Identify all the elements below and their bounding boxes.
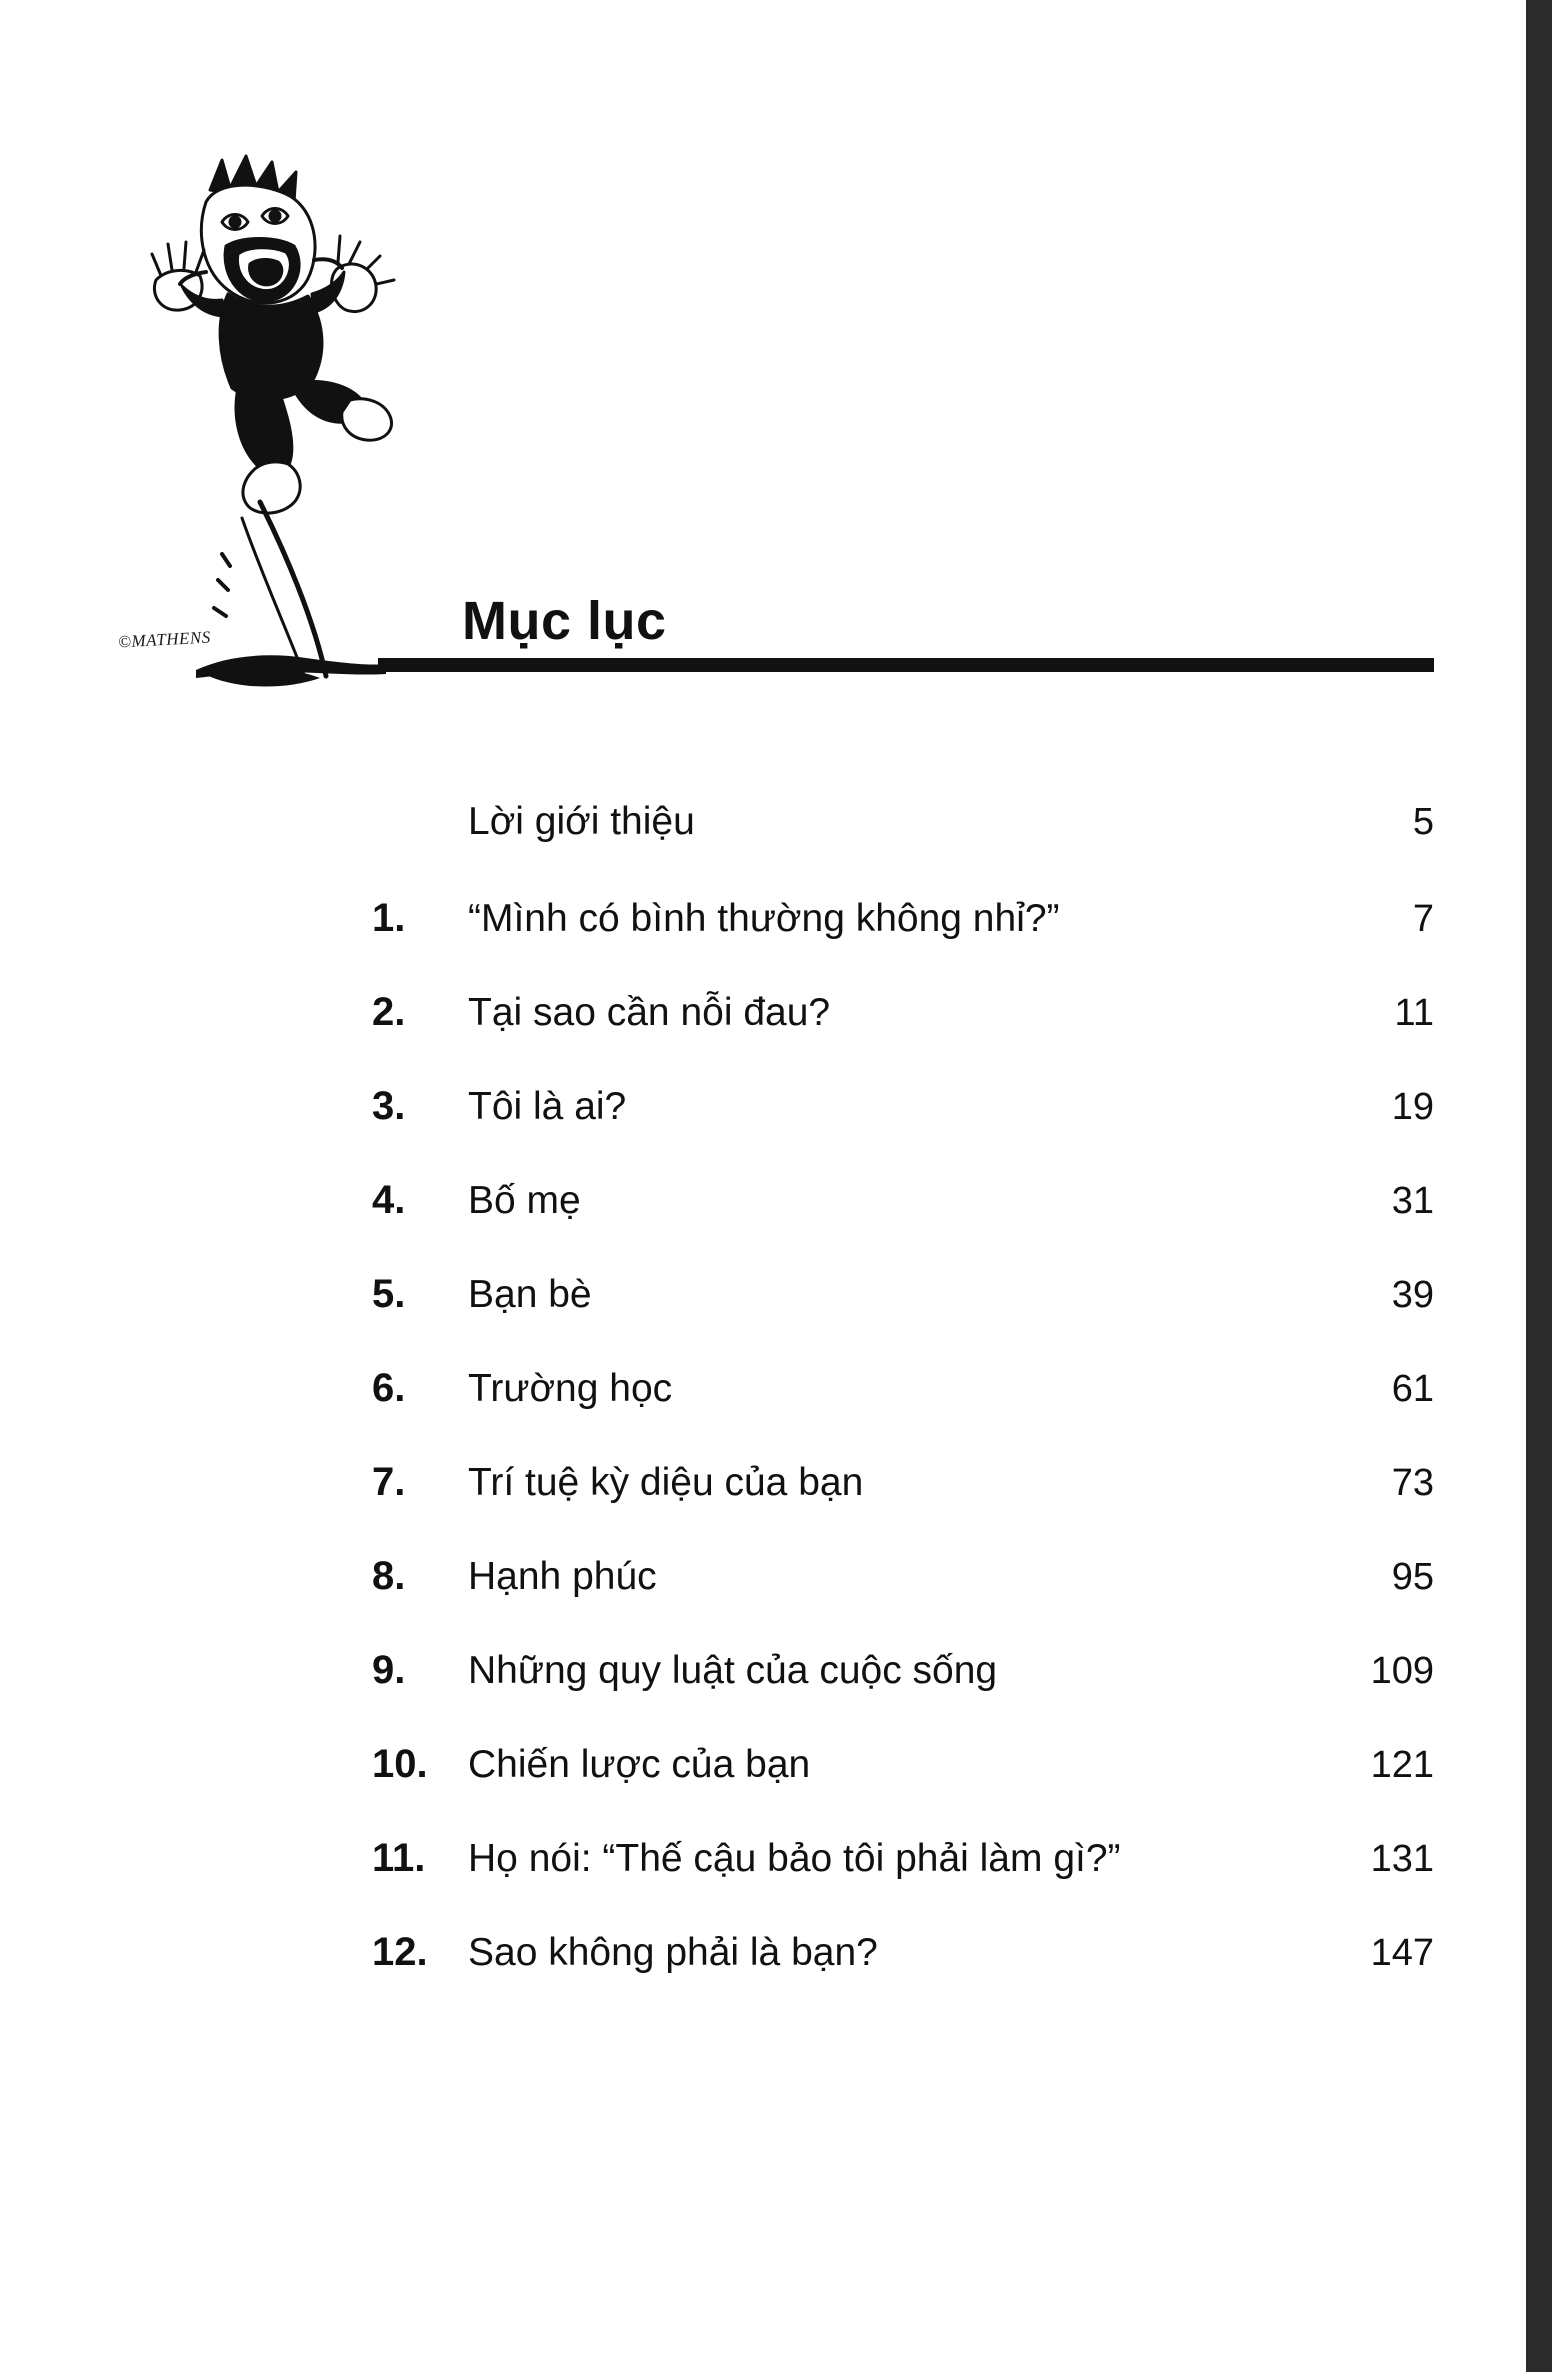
toc-label: Tôi là ai? xyxy=(468,1085,627,1128)
artist-signature: ©MATHENS xyxy=(117,627,212,652)
toc-page-number: 19 xyxy=(1391,1086,1434,1128)
toc-page-number: 39 xyxy=(1391,1274,1434,1316)
toc-row[interactable] xyxy=(372,1460,1434,1508)
toc-page-number: 61 xyxy=(1391,1368,1434,1410)
toc-row[interactable] xyxy=(372,1742,1434,1790)
toc-number: 5. xyxy=(372,1272,406,1316)
title-divider-tail xyxy=(196,650,386,680)
toc-page-number: 31 xyxy=(1391,1180,1434,1222)
toc-number: 9. xyxy=(372,1648,406,1692)
toc-page-number: 109 xyxy=(1370,1650,1434,1692)
toc-label: Trí tuệ kỳ diệu của bạn xyxy=(468,1461,864,1504)
toc-label: Trường học xyxy=(468,1367,673,1410)
toc-row[interactable] xyxy=(372,1178,1434,1226)
toc-row[interactable] xyxy=(372,1648,1434,1696)
toc-page-number: 95 xyxy=(1391,1556,1434,1598)
toc-row-intro[interactable] xyxy=(372,800,1434,848)
toc-page-number: 147 xyxy=(1370,1932,1434,1974)
toc-label: Sao không phải là bạn? xyxy=(468,1931,878,1974)
toc-label: Những quy luật của cuộc sống xyxy=(468,1649,998,1692)
toc-row[interactable] xyxy=(372,990,1434,1038)
toc-page-number: 5 xyxy=(1412,801,1434,843)
toc-label: Chiến lược của bạn xyxy=(468,1743,811,1786)
toc-number: 11. xyxy=(372,1836,426,1880)
toc-number: 8. xyxy=(372,1554,406,1598)
toc-label: Tại sao cần nỗi đau? xyxy=(468,991,831,1034)
toc-number: 12. xyxy=(372,1930,428,1974)
toc-number: 3. xyxy=(372,1084,406,1128)
jumping-cartoon-illustration xyxy=(110,150,470,710)
toc-number: 2. xyxy=(372,990,406,1034)
toc-page-number: 131 xyxy=(1370,1838,1434,1880)
table-of-contents xyxy=(372,800,1434,2024)
toc-label: Hạnh phúc xyxy=(468,1555,657,1598)
toc-number: 6. xyxy=(372,1366,406,1410)
toc-row[interactable] xyxy=(372,1272,1434,1320)
toc-label: “Mình có bình thường không nhỉ?” xyxy=(468,897,1060,940)
page-edge-shadow xyxy=(1526,0,1552,2372)
toc-label: Họ nói: “Thế cậu bảo tôi phải làm gì?” xyxy=(468,1837,1121,1880)
toc-row[interactable] xyxy=(372,1930,1434,1978)
toc-page-number: 121 xyxy=(1370,1744,1434,1786)
toc-row[interactable] xyxy=(372,1366,1434,1414)
toc-page-number: 7 xyxy=(1412,898,1434,940)
toc-page-number: 11 xyxy=(1394,992,1434,1034)
toc-label: Lời giới thiệu xyxy=(468,800,695,843)
page-edge-inner xyxy=(1520,0,1526,2372)
toc-page-number: 73 xyxy=(1391,1462,1434,1504)
toc-row[interactable] xyxy=(372,1554,1434,1602)
page-title: Mục lục xyxy=(462,591,667,651)
toc-row[interactable] xyxy=(372,1836,1434,1884)
toc-label: Bạn bè xyxy=(468,1273,592,1316)
toc-number: 4. xyxy=(372,1178,406,1222)
title-divider xyxy=(378,658,1434,672)
toc-row[interactable] xyxy=(372,896,1434,944)
toc-label: Bố mẹ xyxy=(468,1179,581,1222)
toc-row[interactable] xyxy=(372,1084,1434,1132)
toc-number: 10. xyxy=(372,1742,428,1786)
toc-number: 7. xyxy=(372,1460,406,1504)
toc-number: 1. xyxy=(372,896,406,940)
